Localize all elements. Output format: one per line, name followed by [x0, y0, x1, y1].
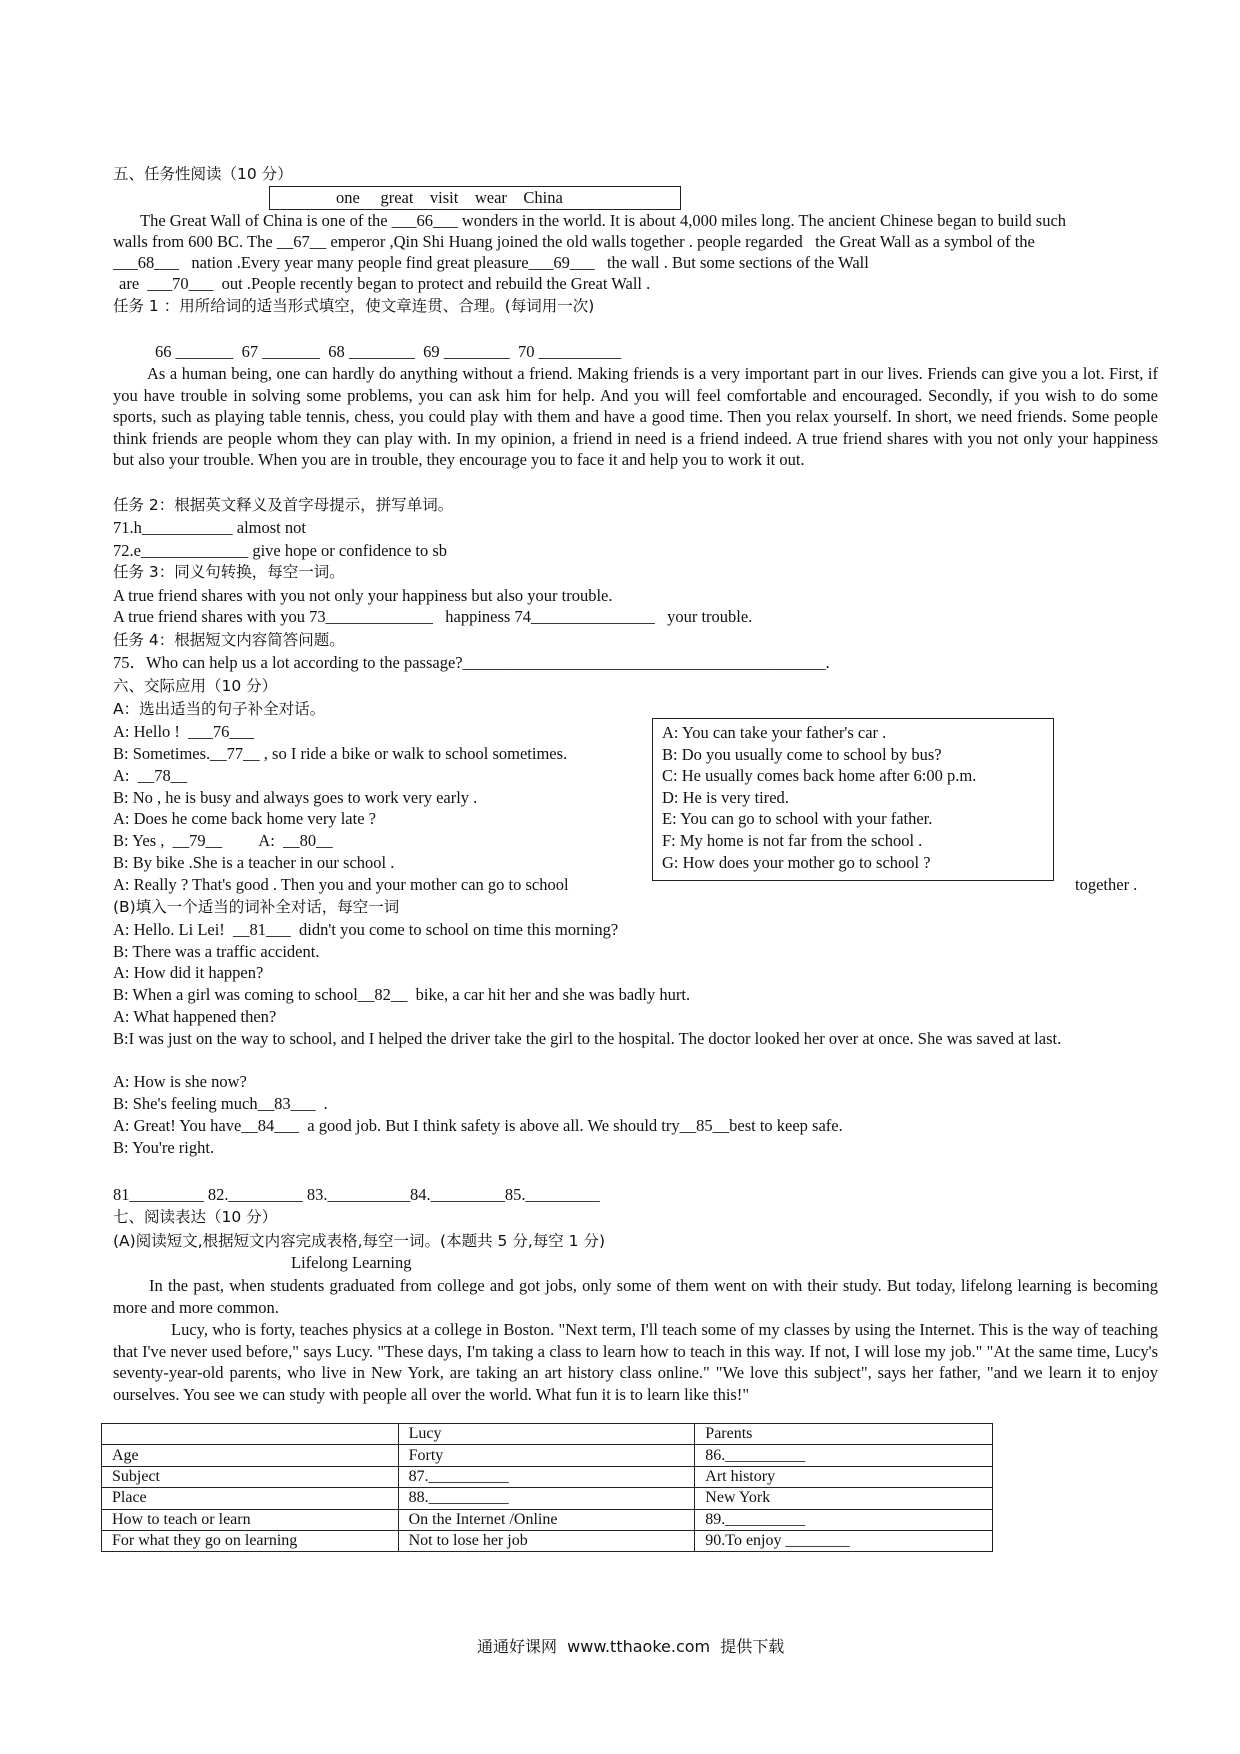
table-row	[102, 1488, 993, 1509]
task3-original: A true friend shares with you not only your happiness but also your trouble.	[113, 586, 613, 605]
dialog-b-line: A: What happened then?	[113, 1007, 277, 1026]
option-c: C: He usually comes back home after 6:00 p.m.	[662, 766, 977, 786]
table-row	[102, 1466, 993, 1487]
question-72: 72.e_____________ give hope or confidence to sb	[113, 541, 448, 560]
task3-rewrite: A true friend shares with you 73_____________ happiness 74_______________ your trouble.	[113, 607, 753, 626]
lifelong-para-2: Lucy, who is forty, teaches physics at a college in Boston. "Next term, I'll teach some of my classes by using the Internet. This is the way of teaching that I've never used before," says Lucy. "These days, I'm taking a class to learn how to teach in this way. If not, I will lose my job." "At the same time, Lucy's seventy-year-old parents, who live in New York, are taking an art history class online." "We love this subject", says her father, "and we learn it to enjoy ourselves. You see we can study with people all over the world. What fun it is to learn like this!"	[113, 1320, 1158, 1404]
dialog-b-line: B: There was a traffic accident.	[113, 942, 320, 961]
section-7-heading: 七、阅读表达（10 分）	[113, 1208, 278, 1226]
question-71: 71.h___________ almost not	[113, 518, 306, 537]
dialog-a-line: A: Does he come back home very late ?	[113, 809, 376, 828]
part-a-instruction: A：选出适当的句子补全对话。	[113, 700, 326, 718]
table-cell: On the Internet /Online	[398, 1509, 695, 1530]
table-cell: 88.__________	[398, 1488, 695, 1509]
task3-instruction: 任务 3：同义句转换，每空一词。	[113, 563, 345, 581]
info-table	[101, 1423, 993, 1552]
table-cell: Subject	[102, 1466, 399, 1487]
answer-line-81-85: 81_________ 82._________ 83.__________84._________85._________	[113, 1185, 600, 1204]
dialog-b-line: B: She's feeling much__83___ .	[113, 1094, 328, 1113]
task4-instruction: 任务 4：根据短文内容简答问题。	[113, 631, 345, 649]
table-row	[102, 1509, 993, 1530]
table-cell: Lucy	[398, 1424, 695, 1445]
task1-instruction: 任务 1 ：用所给词的适当形式填空，使文章连贯、合理。(每词用一次)	[113, 297, 595, 315]
task1-blanks: 66 _______ 67 _______ 68 ________ 69 ________ 70 __________	[155, 342, 622, 361]
passage1-line4: are ___70___ out .People recently began to protect and rebuild the Great Wall .	[119, 274, 651, 293]
passage1-line2: walls from 600 BC. The __67__ emperor ,Qin Shi Huang joined the old walls together . people regarded the Great Wall as a symbol of the	[113, 232, 1035, 251]
passage1-line1: The Great Wall of China is one of the ___66___ wonders in the world. It is about 4,000 miles long. The ancient Chinese began to build such	[140, 211, 1067, 230]
table-cell: Parents	[695, 1424, 993, 1445]
dialog-a-line: A: Really ? That's good . Then you and your mother can go to school	[113, 875, 569, 894]
table-cell: How to teach or learn	[102, 1509, 399, 1530]
table-cell: 89.__________	[695, 1509, 993, 1530]
table-cell: Art history	[695, 1466, 993, 1487]
table-cell: Forty	[398, 1445, 695, 1466]
lifelong-para-1: In the past, when students graduated from college and got jobs, only some of them went on with their study. But today, lifelong learning is becoming more and more common.	[113, 1276, 1158, 1317]
section-6-heading: 六、交际应用（10 分）	[113, 677, 278, 695]
question-75: 75．Who can help us a lot according to the passage?____________________________________________.	[113, 653, 830, 672]
dialog-a-line: B: Sometimes.__77__ , so I ride a bike or walk to school sometimes.	[113, 744, 568, 763]
section-5-heading: 五、任务性阅读（10 分）	[113, 165, 293, 183]
table-cell: Place	[102, 1488, 399, 1509]
dialog-a-line: A: __78__	[113, 766, 188, 785]
table-cell: Age	[102, 1445, 399, 1466]
friendship-passage: As a human being, one can hardly do anything without a friend. Making friends is a very important part in our lives. Friends can give you a lot. First, if you have trouble in solving some problems, you can ask him for help. And you will feel comfortable and encouraged. Secondly, if you wish to do some sports, such as playing table tennis, chess, you could play with them and have a good time. Then you relax yourself. In short, we need friends. Some people think friends are people whom they can play with. In my opinion, a friend in need is a friend indeed. A true friend shares with you not only your happiness but also your trouble. When you are in trouble, they encourage you to face it and help you to work it out.	[113, 364, 1158, 470]
dialog-b-line: A: Great! You have__84___ a good job. But I think safety is above all. We should try__85__best to keep safe.	[113, 1116, 843, 1135]
task2-instruction: 任务 2：根据英文释义及首字母提示，拼写单词。	[113, 496, 454, 514]
table-header-row	[102, 1424, 993, 1445]
option-b: B: Do you usually come to school by bus?	[662, 744, 942, 764]
dialog-b-line: B: You're right.	[113, 1138, 215, 1157]
word-box-text: one great visit wear China	[336, 188, 563, 207]
option-d: D: He is very tired.	[662, 787, 789, 807]
table-cell: 87.__________	[398, 1466, 695, 1487]
table-cell	[102, 1424, 399, 1445]
page-footer: 通通好课网 www.tthaoke.com 提供下载	[477, 1637, 785, 1656]
table-cell: Not to lose her job	[398, 1530, 695, 1551]
passage1-line3: ___68___ nation .Every year many people find great pleasure___69___ the wall . But some sections of the Wall	[113, 253, 869, 272]
options-box	[652, 718, 1054, 881]
passage-title: Lifelong Learning	[291, 1253, 412, 1272]
dialog-b-line: A: How is she now?	[113, 1072, 247, 1091]
table-row	[102, 1530, 993, 1551]
together-word: together .	[1075, 875, 1138, 894]
table-cell: For what they go on learning	[102, 1530, 399, 1551]
table-cell: New York	[695, 1488, 993, 1509]
dialog-a-line: B: By bike .She is a teacher in our school .	[113, 853, 395, 872]
dialog-a-line: B: Yes , __79__ A: __80__	[113, 831, 333, 850]
dialog-b-line: A: Hello. Li Lei! __81___ didn't you come to school on time this morning?	[113, 920, 619, 939]
word-box	[269, 186, 681, 210]
table-row	[102, 1445, 993, 1466]
dialog-b-line: A: How did it happen?	[113, 963, 264, 982]
table-cell: 86.__________	[695, 1445, 993, 1466]
option-g: G: How does your mother go to school ?	[662, 852, 931, 872]
dialog-a-line: A: Hello ! ___76___	[113, 722, 255, 741]
option-f: F: My home is not far from the school .	[662, 830, 923, 850]
option-e: E: You can go to school with your father.	[662, 809, 933, 829]
option-a: A: You can take your father's car .	[662, 723, 887, 742]
section-7-instruction: (A)阅读短文,根据短文内容完成表格,每空一词。(本题共 5 分,每空 1 分)	[113, 1232, 606, 1250]
dialog-b-long-line: B:I was just on the way to school, and I helped the driver take the girl to the hospital. The doctor looked her over at once. She was saved at last.	[113, 1029, 1062, 1048]
dialog-b-line: B: When a girl was coming to school__82__ bike, a car hit her and she was badly hurt.	[113, 985, 691, 1004]
part-b-instruction: (B)填入一个适当的词补全对话，每空一词	[113, 898, 400, 916]
dialog-a-line: B: No , he is busy and always goes to work very early .	[113, 788, 478, 807]
table-cell: 90.To enjoy ________	[695, 1530, 993, 1551]
